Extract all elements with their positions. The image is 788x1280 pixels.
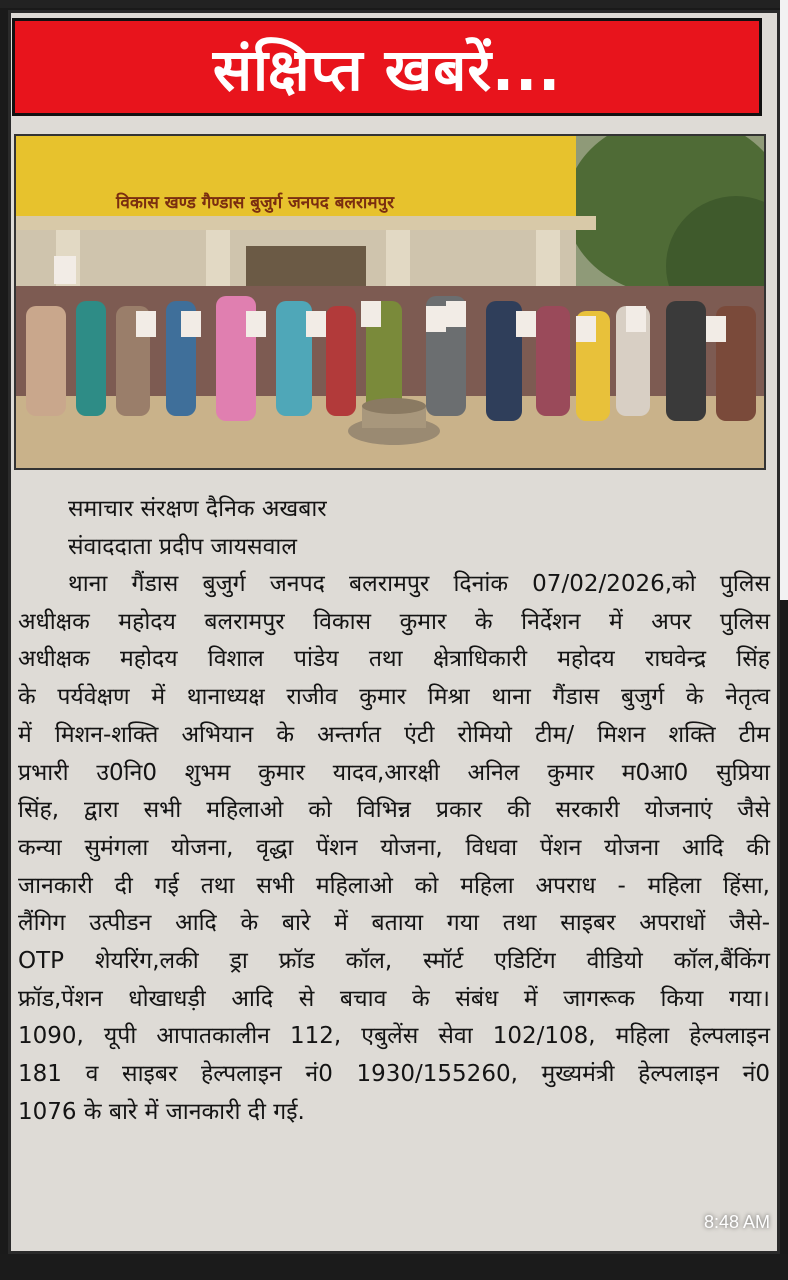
headline-title: संक्षिप्त खबरें...: [212, 35, 562, 104]
article-body: [18, 490, 770, 1132]
byline-reporter: संवाददाता प्रदीप जायसवाल: [68, 534, 297, 560]
article-line: लैंगिग उत्पीडन आदि के बारे में बताया गया तथा साइबर अपराधों जैसे-: [18, 910, 770, 937]
article-line: कन्या सुमंगला योजना, वृद्धा पेंशन योजना, विधवा पेंशन योजना आदि की: [18, 834, 770, 861]
bottom-bar: [0, 1254, 788, 1280]
article-line: थाना गैंडास बुजुर्ग जनपद बलरामपुर दिनांक 07/02/2026,को पुलिस: [68, 571, 770, 597]
top-strip: [0, 0, 788, 8]
building-sign-text: विकास खण्ड गैण्डास बुजुर्ग जनपद बलरामपुर: [116, 193, 395, 213]
page-edge: [780, 0, 788, 600]
article-line: जानकारी दी गई तथा सभी महिलाओ को महिला अपराध - महिला हिंसा,: [18, 872, 770, 899]
article-line: में मिशन-शक्ति अभियान के अन्तर्गत एंटी रोमियो टीम/ मिशन शक्ति टीम: [18, 721, 770, 748]
article-line: 1090, यूपी आपातकालीन 112, एबुलेंस सेवा 102/108, महिला हेल्पलाइन: [18, 1023, 770, 1050]
article-line: सिंह, द्वारा सभी महिलाओ को विभिन्न प्रकार की सरकारी योजनाएं जैसे: [18, 797, 770, 824]
headline-banner: [12, 18, 762, 116]
article-line: के पर्यवेक्षण में थानाध्यक्ष राजीव कुमार मिश्रा थाना गैंडास बुजुर्ग के नेतृत्व: [18, 684, 770, 711]
article-line: प्रभारी उ0नि0 शुभम कुमार यादव,आरक्षी अनिल कुमार म0आ0 सुप्रिया: [18, 759, 770, 786]
article-line: OTP शेयरिंग,लकी ड्रा फ्रॉड कॉल, स्मॉर्ट एडिटिंग वीडियो कॉल,बैंकिंग: [18, 948, 770, 975]
article-line: 1076 के बारे में जानकारी दी गई.: [18, 1098, 305, 1125]
article-line: अधीक्षक महोदय बलरामपुर विकास कुमार के निर्देशन में अपर पुलिस: [18, 608, 770, 635]
byline-source: समाचार संरक्षण दैनिक अखबार: [68, 496, 327, 522]
news-photo: [14, 134, 766, 470]
article-line: अधीक्षक महोदय विशाल पांडेय तथा क्षेत्राधिकारी महोदय राघवेन्द्र सिंह: [18, 646, 770, 673]
message-timestamp: 8:48 AM: [703, 1212, 770, 1232]
article-line: 181 व साइबर हेल्पलाइन नं0 1930/155260, मुख्यमंत्री हेल्पलाइन नं0: [18, 1061, 770, 1088]
article-line: फ्रॉड,पेंशन धोखाधड़ी आदि से बचाव के संबंध में जागरूक किया गया।: [18, 985, 770, 1012]
